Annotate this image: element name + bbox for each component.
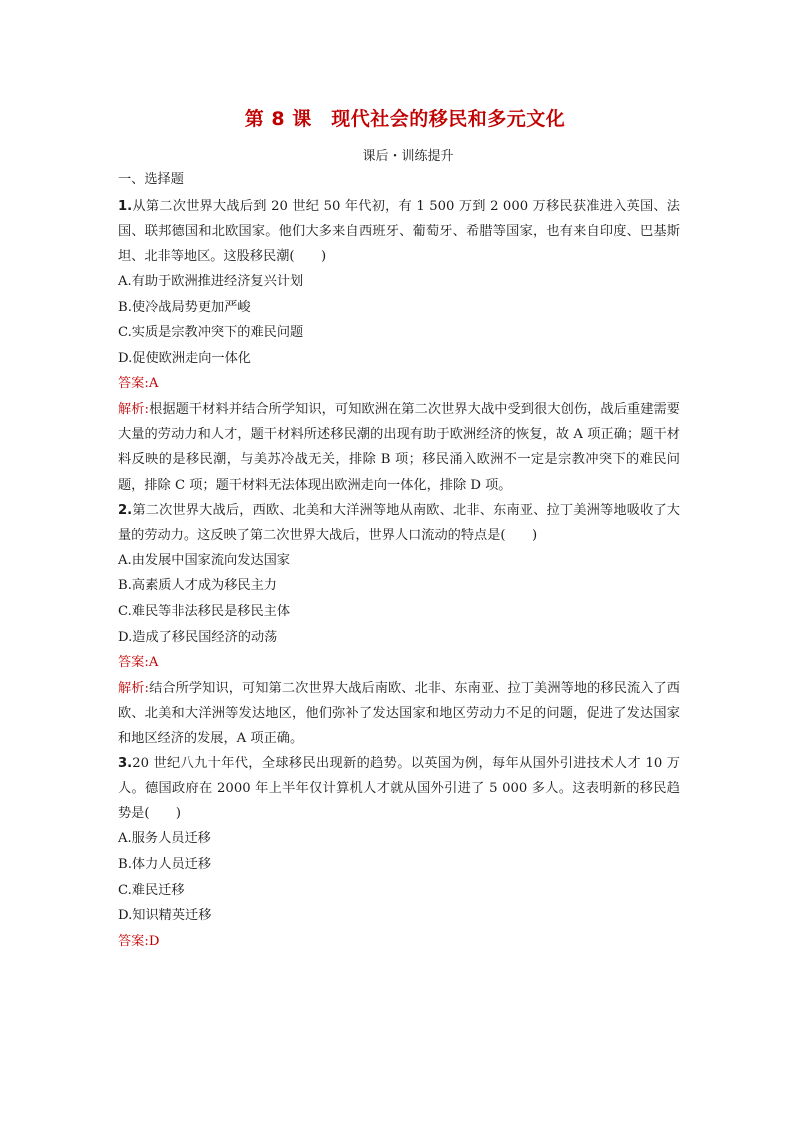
question-number: 3. bbox=[118, 756, 133, 772]
question-stem bbox=[118, 751, 680, 826]
option-c: C.难民迁移 bbox=[118, 882, 185, 898]
question-1 bbox=[118, 194, 680, 498]
answer: 答案:A bbox=[118, 655, 159, 671]
option-b: B.高素质人才成为移民主力 bbox=[118, 578, 277, 594]
page-title: 第 8 课 现代社会的移民和多元文化 bbox=[244, 108, 566, 130]
question-text: 20 世纪八九十年代，全球移民出现新的趋势。以英国为例，每年从国外引进技术人才 10 万人。德国政府在 2000 年上半年仅计算机人才就从国外引进了 5 000 多人。这表明新的移民趋势是( ) bbox=[118, 756, 680, 822]
option-b: B.体力人员迁移 bbox=[118, 856, 212, 872]
question-number: 2. bbox=[118, 502, 133, 518]
question-text: 第二次世界大战后，西欧、北美和大洋洲等地从南欧、北非、东南亚、拉丁美洲等地吸收了大量的劳动力。这反映了第二次世界大战后，世界人口流动的特点是( ) bbox=[118, 502, 680, 543]
analysis bbox=[118, 676, 680, 752]
question-number: 1. bbox=[118, 199, 133, 214]
question-text: 从第二次世界大战后到 20 世纪 50 年代初，有 1 500 万到 2 000 万移民获准进入英国、法国、联邦德国和北欧国家。他们大多来自西班牙、葡萄牙、希腊等国家，也有来自印度、巴基斯坦、北非等地区。这股移民潮( ) bbox=[118, 199, 680, 264]
question-3 bbox=[118, 751, 680, 954]
analysis-text: 根据题干材料并结合所学知识，可知欧洲在第二次世界大战中受到很大创伤，战后重建需要大量的劳动力和人才，题干材料所述移民潮的出现有助于欧洲经济的恢复，故 A 项正确；题干材料反映的是移民潮，与美苏冷战无关，排除 B 项；移民涌入欧洲不一定是宗教冲突下的难民问题，排除 C 项；题干材料无法体现出欧洲走向一体化，排除 D 项。 bbox=[118, 401, 680, 493]
question-stem bbox=[118, 194, 680, 269]
option-c: C.难民等非法移民是移民主体 bbox=[118, 603, 291, 619]
analysis-label: 解析: bbox=[118, 680, 149, 696]
question-stem bbox=[118, 498, 680, 548]
analysis bbox=[118, 397, 680, 498]
option-a: A.由发展中国家流向发达国家 bbox=[118, 552, 290, 568]
analysis-label: 解析: bbox=[118, 401, 149, 417]
option-a: A.有助于欧洲推进经济复兴计划 bbox=[118, 274, 304, 289]
answer: 答案:D bbox=[118, 933, 160, 949]
option-d: D.知识精英迁移 bbox=[118, 908, 212, 924]
page-subtitle: 课后・训练提升 bbox=[362, 149, 454, 164]
analysis-text: 结合所学知识，可知第二次世界大战后南欧、北非、东南亚、拉丁美洲等地的移民流入了西欧、北美和大洋洲等发达地区，他们弥补了发达国家和地区劳动力不足的问题，促进了发达国家和地区经济的发展，A 项正确。 bbox=[118, 680, 680, 747]
section-heading: 一、选择题 bbox=[118, 172, 184, 187]
question-2 bbox=[118, 498, 680, 752]
option-a: A.服务人员迁移 bbox=[118, 831, 211, 847]
option-d: D.造成了移民国经济的动荡 bbox=[118, 629, 278, 645]
answer: 答案:A bbox=[118, 376, 159, 392]
option-c: C.实质是宗教冲突下的难民问题 bbox=[118, 325, 304, 341]
option-b: B.使冷战局势更加严峻 bbox=[118, 299, 251, 315]
option-d: D.促使欧洲走向一体化 bbox=[118, 350, 251, 366]
